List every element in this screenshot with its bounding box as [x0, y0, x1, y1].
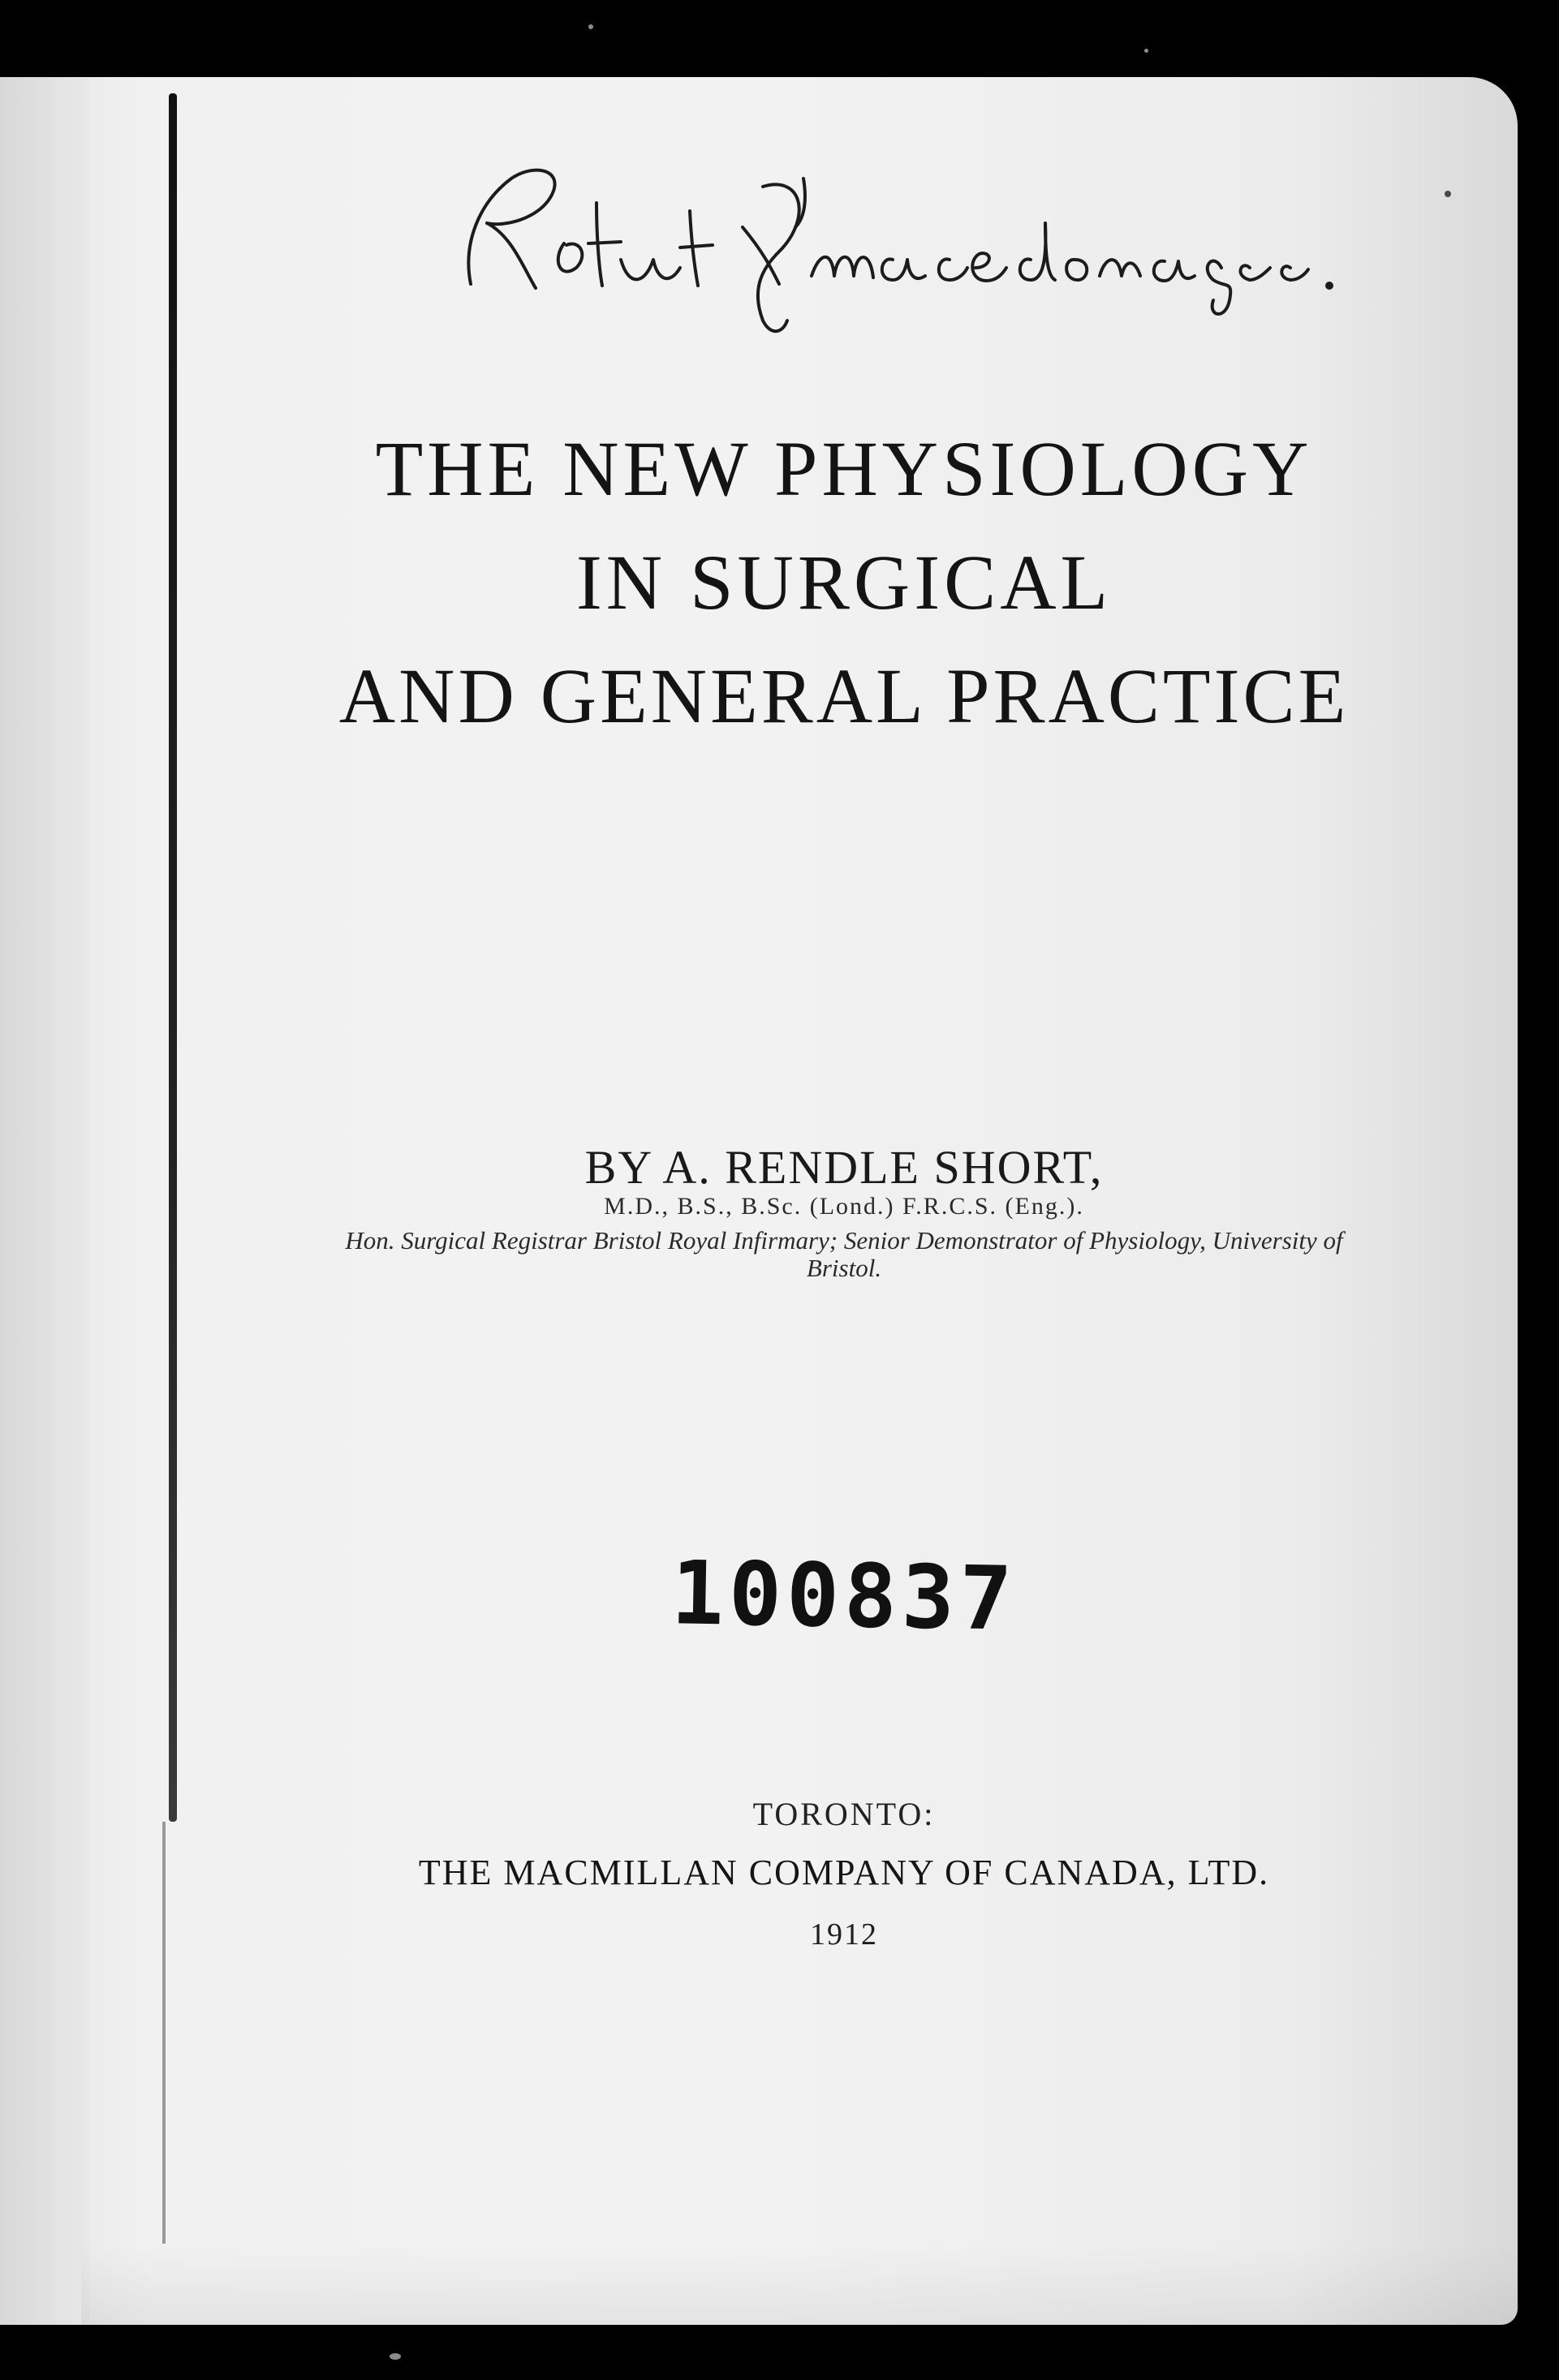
title-line-1: THE NEW PHYSIOLOGY [375, 425, 1313, 512]
film-speck [588, 24, 593, 29]
film-speck [1144, 49, 1148, 53]
author-degrees: M.D., B.S., B.Sc. (Lond.) F.R.C.S. (Eng.). [604, 1193, 1084, 1220]
imprint-publisher: THE MACMILLAN COMPANY OF CANADA, LTD. [418, 1853, 1270, 1892]
gutter-line [169, 93, 177, 1822]
imprint-place: TORONTO: [752, 1796, 936, 1832]
spine-shadow [0, 77, 89, 2325]
accession-stamp-number: 100837 [670, 1543, 1019, 1651]
handwritten-signature [422, 146, 1347, 341]
gutter-line-faint [162, 1822, 166, 2244]
author-byline: BY A. RENDLE SHORT, [584, 1141, 1104, 1194]
page-bottom-edge [81, 2244, 1518, 2325]
film-speck [1445, 191, 1451, 197]
title-line-3: AND GENERAL PRACTICE [338, 652, 1350, 739]
title-line-2: IN SURGICAL [575, 539, 1113, 626]
author-appointments: Hon. Surgical Registrar Bristol Royal Infirmary; Senior Demonstrator of Physiology, University of Bristol. [345, 1226, 1343, 1283]
film-speck [390, 2353, 401, 2360]
imprint-year: 1912 [810, 1917, 878, 1952]
